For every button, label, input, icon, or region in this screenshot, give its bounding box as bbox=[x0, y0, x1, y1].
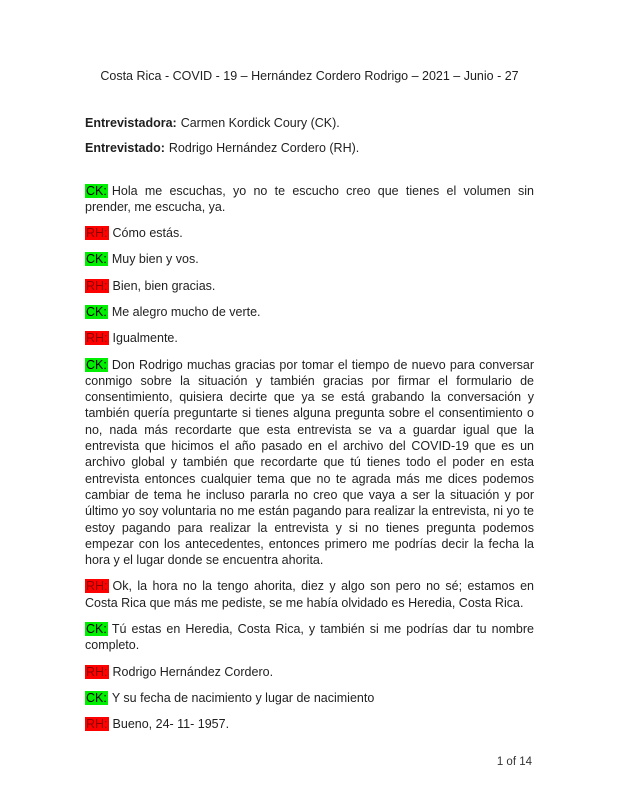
speaker-label-ck: CK: bbox=[86, 252, 107, 267]
turn-text: Cómo estás. bbox=[112, 226, 183, 241]
speaker-label-rh: RH: bbox=[86, 226, 108, 241]
transcript-turn bbox=[85, 578, 534, 611]
turn-text: Me alegro mucho de verte. bbox=[111, 304, 261, 319]
transcript-turn bbox=[85, 251, 534, 267]
transcript-turn bbox=[85, 183, 534, 216]
transcript-turn bbox=[85, 278, 534, 294]
speaker-label-rh: RH: bbox=[86, 579, 108, 594]
turn-text: Igualmente. bbox=[112, 331, 178, 346]
interviewee-line bbox=[85, 140, 534, 157]
turn-text: Bueno, 24- 11- 1957. bbox=[112, 717, 230, 732]
interviewer-name: Carmen Kordick Coury (CK). bbox=[180, 115, 340, 130]
transcript-turn bbox=[85, 690, 534, 706]
interviewer-line bbox=[85, 115, 534, 132]
transcript-turn bbox=[85, 330, 534, 346]
transcript-turn bbox=[85, 304, 534, 320]
transcript-turn bbox=[85, 621, 534, 654]
speaker-label-ck: CK: bbox=[86, 183, 107, 198]
speaker-label-ck: CK: bbox=[86, 357, 107, 372]
transcript bbox=[85, 183, 534, 733]
page-number: 1 of 14 bbox=[496, 756, 532, 768]
turn-text: Tú estas en Heredia, Costa Rica, y también si me podrías dar tu nombre completo. bbox=[85, 622, 534, 653]
interviewee-role-label: Entrevistado: bbox=[85, 141, 165, 155]
speaker-label-ck: CK: bbox=[86, 690, 107, 705]
turn-text: Ok, la hora no la tengo ahorita, diez y algo son pero no sé; estamos en Costa Rica que más me pediste, se me había olvidado es Heredia, Costa Rica. bbox=[85, 579, 534, 610]
transcript-turn bbox=[85, 225, 534, 241]
participants-block bbox=[85, 115, 534, 157]
speaker-label-rh: RH: bbox=[86, 664, 108, 679]
interviewer-role-label: Entrevistadora: bbox=[85, 115, 177, 130]
speaker-label-rh: RH: bbox=[86, 278, 108, 293]
speaker-label-ck: CK: bbox=[86, 622, 107, 637]
turn-text: Muy bien y vos. bbox=[111, 252, 199, 267]
document-title: Costa Rica - COVID - 19 – Hernández Cordero Rodrigo – 2021 – Junio - 27 bbox=[100, 69, 519, 83]
turn-text: Rodrigo Hernández Cordero. bbox=[112, 664, 274, 679]
speaker-label-ck: CK: bbox=[86, 304, 107, 319]
interviewee-name: Rodrigo Hernández Cordero (RH). bbox=[168, 141, 360, 155]
transcript-turn bbox=[85, 716, 534, 732]
speaker-label-rh: RH: bbox=[86, 717, 108, 732]
turn-text: Don Rodrigo muchas gracias por tomar el tiempo de nuevo para conversar conmigo sobre la situación y también gracias por firmar el formulario de consentimiento, quisiera decirte que ya se está grabando la conversación y también quería preguntarte si tienes alguna pregunta sobre el consentimiento o no, nada más recordarte que esta entrevista se va a guardar igual que la entrevista que hicimos el año pasado en el archivo del COVID-19 que es un archivo global y también que recordarte que tú tienes todo el poder en esta entrevista entonces cualquier tema que no te agrada más me dices podemos cambiar de tema he incluso pararla no creo que vaya a ser la situación y por último yo soy voluntaria no me están pagando para realizar la entrevista, ni yo te estoy pagando para realizar la entrevista y si no tienes pregunta podemos empezar con los antecedentes, entonces primero me podrías decir la fecha la hora y el lugar donde se encuentra ahorita. bbox=[85, 357, 534, 568]
turn-text: Bien, bien gracias. bbox=[112, 278, 216, 293]
speaker-label-rh: RH: bbox=[86, 331, 108, 346]
transcript-turn bbox=[85, 357, 534, 569]
transcript-turn bbox=[85, 664, 534, 680]
page-content bbox=[85, 0, 534, 743]
turn-text: Y su fecha de nacimiento y lugar de nacimiento bbox=[111, 690, 375, 705]
turn-text: Hola me escuchas, yo no te escucho creo que tienes el volumen sin prender, me escucha, ya. bbox=[85, 183, 534, 214]
